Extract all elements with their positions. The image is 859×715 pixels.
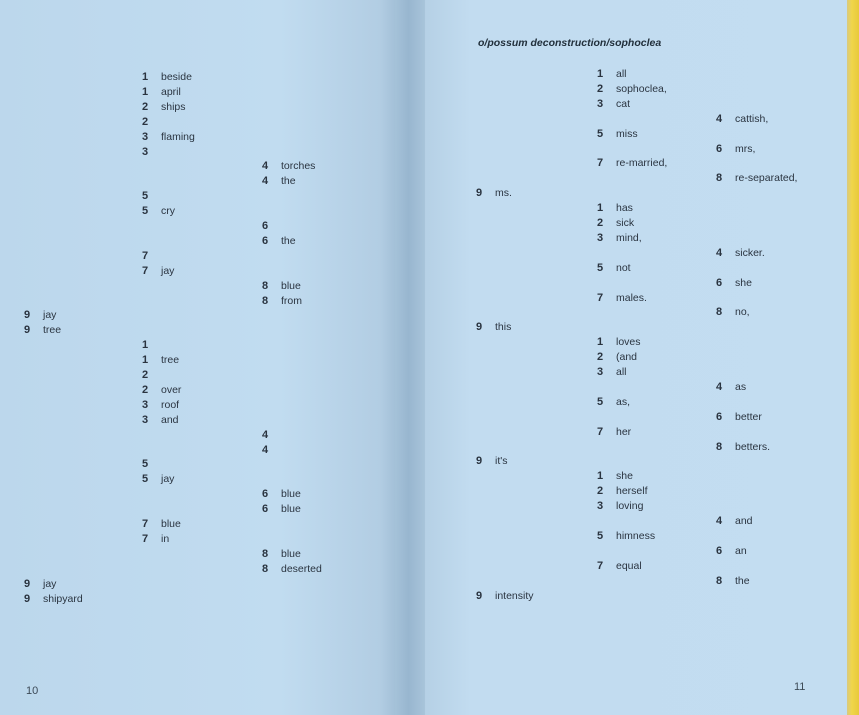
line-right-word: blue (161, 518, 181, 530)
line-number: 4 (716, 112, 723, 125)
line-right-word: and (735, 515, 753, 527)
line-right-word: roof (161, 398, 180, 411)
line-right-word: the (281, 175, 296, 188)
line-right-word: miss (616, 127, 638, 140)
line-number: 2 (597, 82, 604, 95)
book-gutter (395, 0, 425, 715)
line-right-word: tree (43, 324, 62, 337)
line-number: 4 (262, 175, 269, 188)
line-number: 3 (142, 145, 149, 158)
line-number: 7 (597, 157, 604, 170)
line-number: 7 (142, 518, 149, 530)
line-right-word: torches (281, 160, 316, 173)
line-number: 8 (262, 547, 269, 560)
line-right-word: blue (281, 488, 301, 501)
line-right-word: males. (616, 291, 647, 304)
line-right-word: ships (161, 100, 186, 113)
line-right-word: blue (281, 503, 301, 516)
line-right-word: better (735, 410, 762, 423)
line-right-word: jay (43, 577, 57, 590)
line-right-word: and (161, 413, 179, 426)
line-right-word: mind, (616, 231, 642, 244)
line-number: 2 (142, 369, 149, 381)
line-number: 4 (262, 443, 269, 456)
line-number: 8 (262, 294, 269, 307)
cover-edge (847, 0, 859, 715)
line-right-word: jay (161, 473, 175, 486)
line-number: 4 (716, 380, 723, 393)
line-number: 9 (24, 324, 31, 337)
line-number: 6 (262, 220, 269, 232)
line-right-word: loves (616, 336, 641, 349)
line-right-word: has (616, 202, 633, 215)
line-number: 9 (476, 455, 483, 468)
line-right-word: loving (616, 500, 644, 513)
line-right-word: from (281, 294, 302, 307)
line-number: 3 (597, 500, 604, 513)
line-number: 7 (597, 291, 604, 304)
line-right-word: this (495, 321, 512, 334)
line-number: 2 (142, 100, 149, 113)
line-right-word: ms. (495, 187, 512, 200)
line-right-word: himness (616, 529, 656, 542)
line-right-word: intensity (495, 589, 534, 602)
line-number: 9 (476, 321, 483, 334)
line-number: 7 (597, 559, 604, 572)
line-number: 2 (142, 383, 149, 396)
line-right-word: in (161, 532, 170, 545)
line-right-word: as, (616, 395, 631, 408)
line-right-word: jay (161, 264, 175, 277)
line-number: 5 (142, 190, 149, 203)
line-right-word: herself (616, 485, 648, 498)
line-right-word: it's (495, 455, 508, 468)
line-number: 8 (716, 172, 723, 185)
line-number: 8 (716, 306, 723, 319)
line-number: 2 (597, 351, 604, 364)
line-number: 6 (716, 142, 723, 155)
left-page-number: 10 (26, 685, 39, 697)
line-number: 9 (24, 577, 31, 590)
line-number: 4 (262, 428, 269, 441)
line-number: 7 (142, 264, 149, 277)
line-right-word: sicker. (735, 246, 765, 259)
line-right-word: all (616, 366, 627, 378)
line-right-word: she (735, 276, 752, 289)
line-right-word: shipyard (43, 592, 83, 605)
line-number: 3 (142, 413, 149, 426)
line-number: 1 (597, 470, 604, 483)
line-number: 6 (716, 410, 723, 423)
line-number: 3 (597, 366, 604, 378)
line-number: 6 (262, 234, 269, 247)
line-number: 7 (142, 532, 149, 545)
line-number: 3 (597, 97, 604, 110)
line-right-word: no, (735, 306, 750, 319)
line-number: 5 (142, 473, 149, 486)
line-right-word: deserted (281, 562, 322, 575)
line-right-word: blue (281, 547, 301, 560)
line-number: 1 (142, 339, 149, 352)
line-right-word: cattish, (735, 112, 769, 125)
line-right-word: sick (616, 217, 635, 229)
line-number: 6 (716, 276, 723, 289)
line-number: 2 (597, 217, 604, 229)
line-right-word: she (616, 470, 633, 483)
line-right-word: april (161, 85, 181, 98)
line-number: 5 (597, 127, 604, 140)
line-right-word: (and (616, 351, 638, 364)
line-number: 3 (597, 231, 604, 244)
line-number: 1 (142, 71, 149, 83)
line-number: 4 (716, 246, 723, 259)
line-right-word: all (616, 68, 627, 80)
line-right-word: an (735, 544, 747, 557)
line-right-word: as (735, 380, 747, 393)
line-number: 8 (716, 440, 723, 453)
line-number: 4 (262, 160, 269, 173)
line-right-word: sophoclea, (616, 82, 667, 95)
line-number: 8 (716, 574, 723, 587)
line-number: 4 (716, 515, 723, 527)
line-number: 2 (142, 115, 149, 128)
line-number: 9 (476, 589, 483, 602)
line-right-word: re-separated, (735, 172, 798, 185)
line-number: 3 (142, 130, 149, 143)
line-number: 7 (142, 249, 149, 262)
line-right-word: re-married, (616, 157, 668, 170)
right-page-number: 11 (794, 681, 806, 693)
poem-title: o/possum deconstruction/sophoclea (478, 37, 662, 49)
line-right-word: the (281, 234, 296, 247)
line-right-word: her (616, 425, 632, 438)
line-right-word: mrs, (735, 142, 756, 155)
line-number: 1 (142, 85, 149, 98)
line-number: 8 (262, 562, 269, 575)
line-right-word: blue (281, 279, 301, 292)
line-number: 8 (262, 279, 269, 292)
line-number: 6 (262, 488, 269, 501)
line-number: 5 (142, 458, 149, 471)
left-page (0, 0, 400, 715)
line-number: 5 (597, 529, 604, 542)
line-number: 5 (142, 205, 149, 218)
line-right-word: the (735, 574, 750, 587)
line-number: 2 (597, 485, 604, 498)
line-right-word: over (161, 383, 182, 396)
line-number: 6 (716, 544, 723, 557)
line-right-word: betters. (735, 440, 771, 453)
line-right-word: equal (616, 559, 642, 572)
line-number: 6 (262, 503, 269, 516)
line-right-word: tree (161, 354, 180, 367)
line-right-word: not (616, 261, 631, 274)
line-right-word: cat (616, 97, 631, 110)
line-number: 9 (24, 592, 31, 605)
line-number: 3 (142, 398, 149, 411)
line-number: 5 (597, 395, 604, 408)
line-right-word: beside (161, 71, 192, 83)
line-number: 1 (597, 202, 604, 215)
line-number: 5 (597, 261, 604, 274)
line-right-word: jay (43, 309, 57, 322)
line-number: 9 (24, 309, 31, 322)
line-number: 9 (476, 187, 483, 200)
line-number: 1 (142, 354, 149, 367)
line-number: 7 (597, 425, 604, 438)
line-number: 1 (597, 336, 604, 349)
line-right-word: flaming (161, 130, 195, 143)
line-number: 1 (597, 68, 604, 80)
line-right-word: cry (161, 205, 175, 218)
